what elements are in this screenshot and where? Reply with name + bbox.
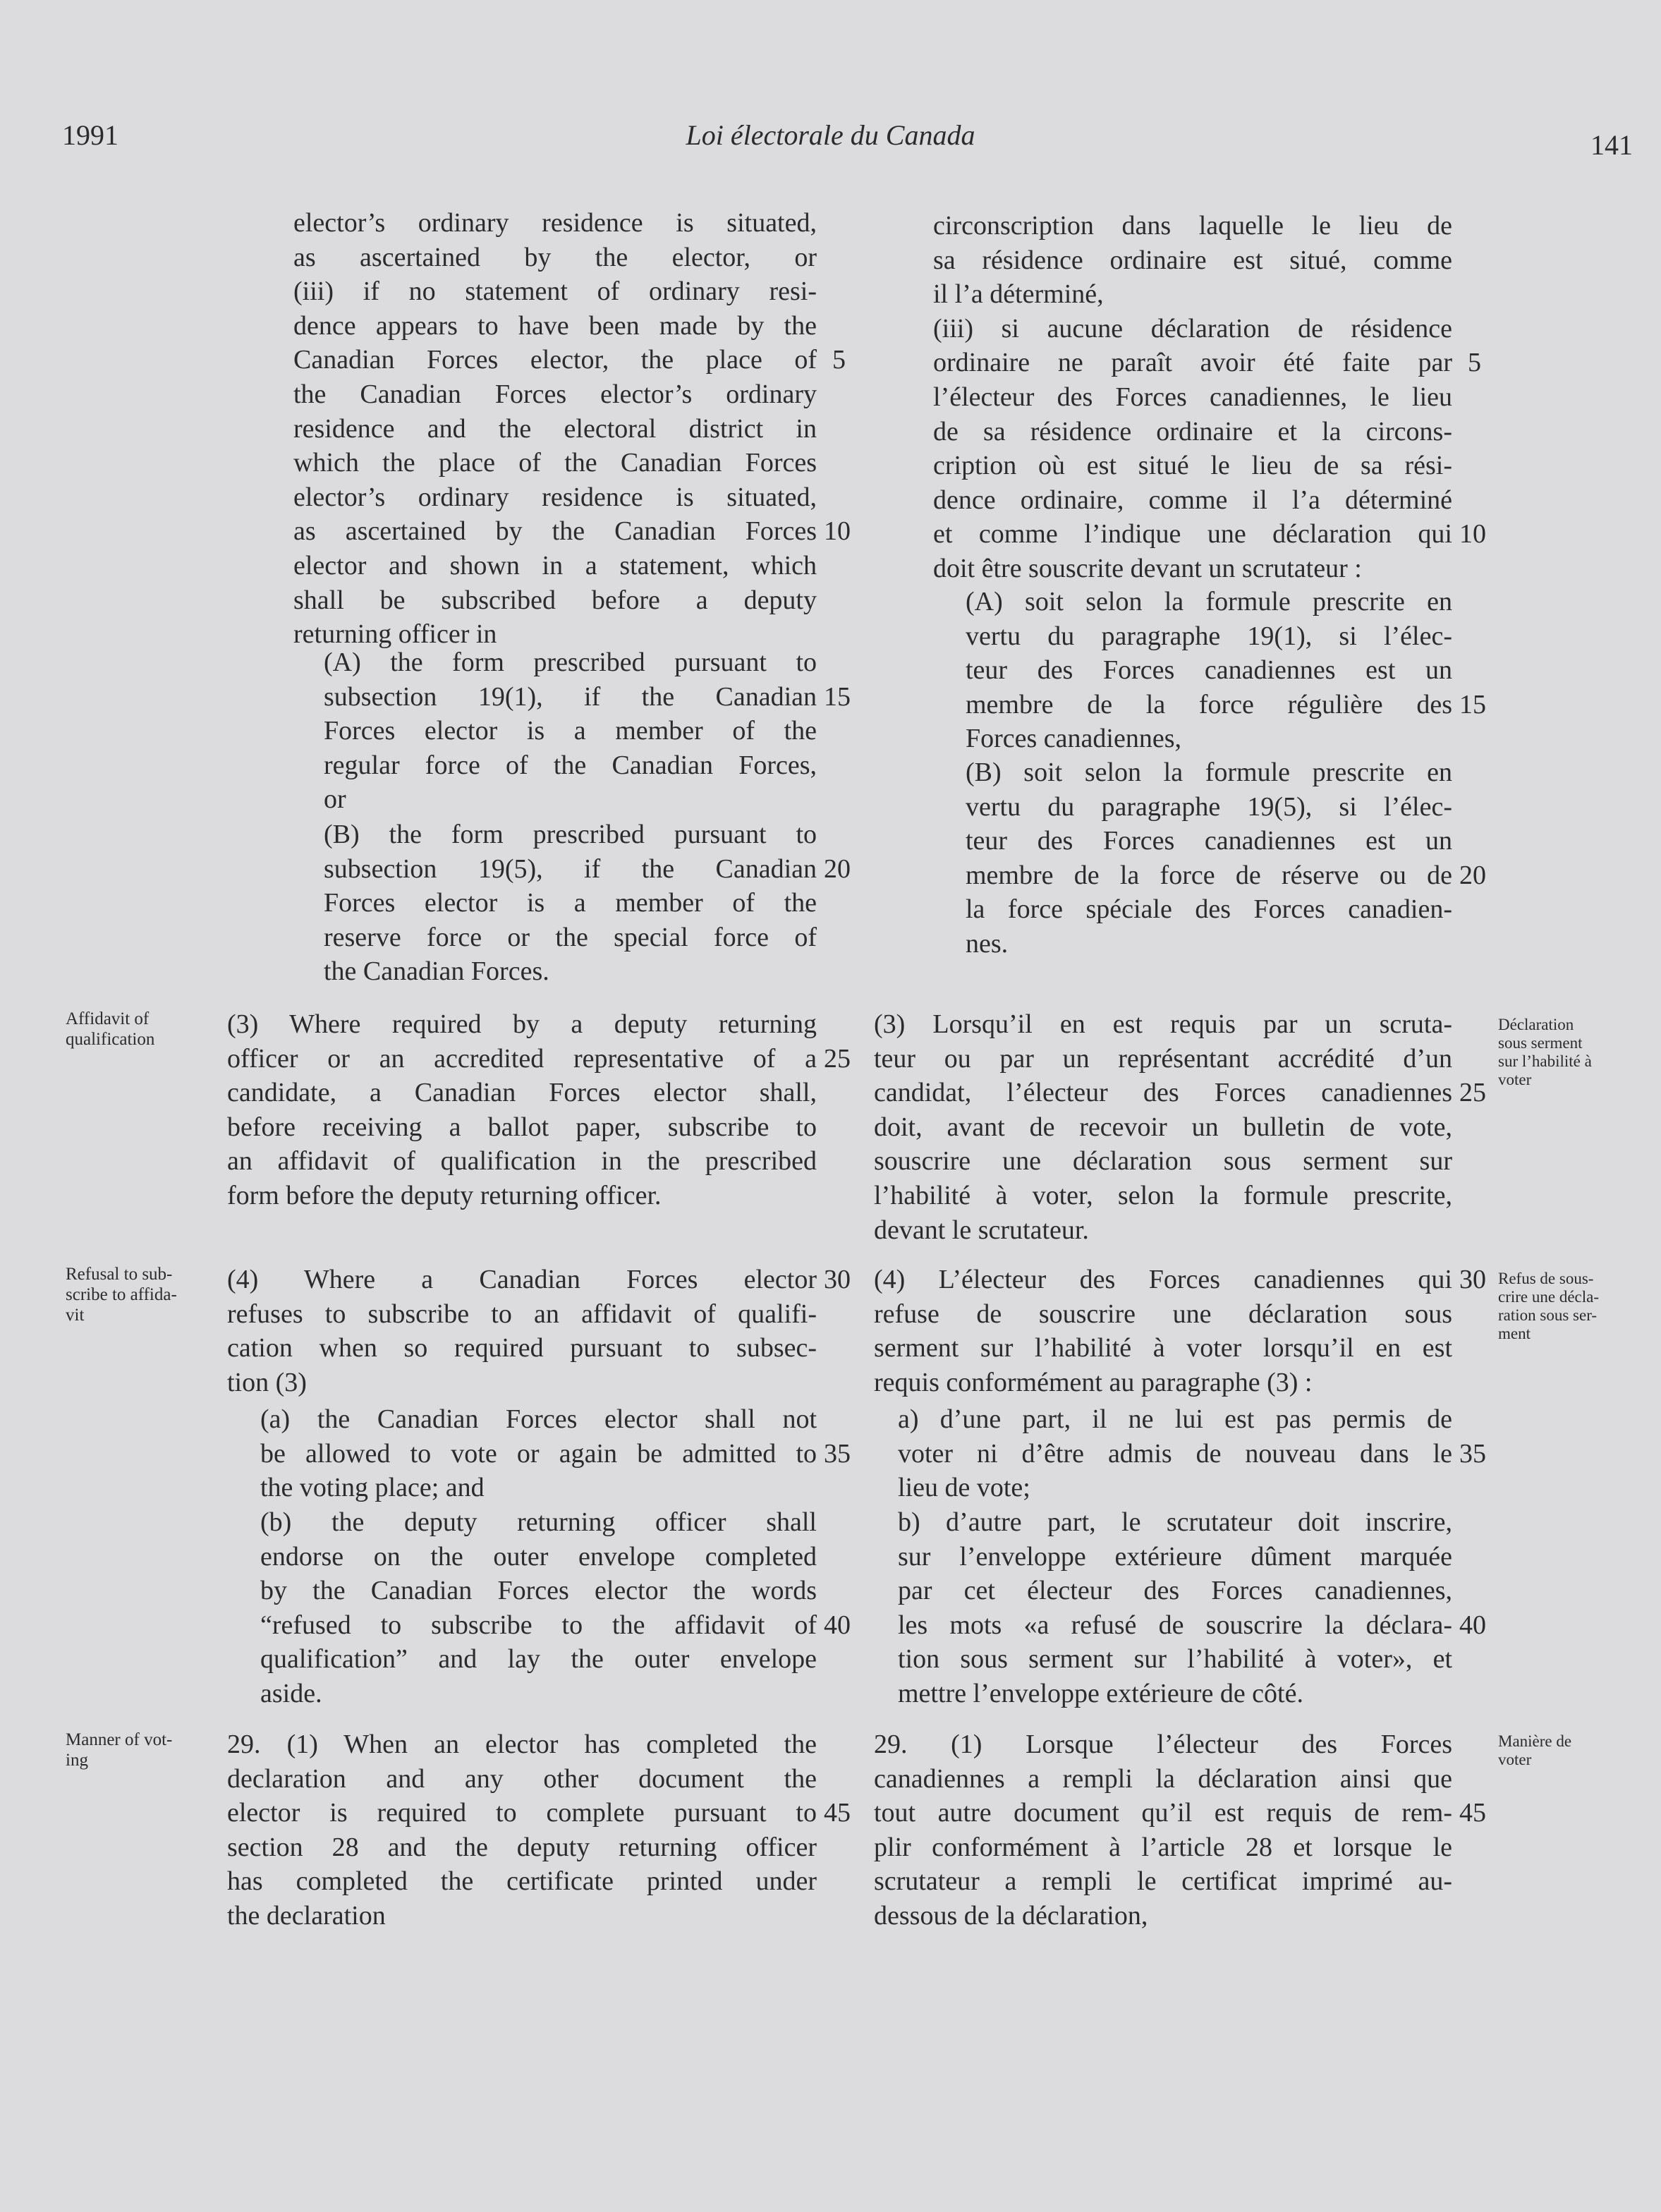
line-number: 10	[1459, 519, 1486, 549]
text-line	[966, 755, 1452, 790]
line-number: 15	[824, 681, 851, 712]
line-number: 45	[1459, 1798, 1486, 1828]
margin-note-line	[66, 1750, 172, 1770]
margin-note-line	[1498, 1052, 1592, 1071]
line-text: de sa résidence ordinaire et la circons-	[933, 416, 1452, 446]
line-number: 30	[824, 1265, 851, 1294]
text-line	[966, 824, 1452, 858]
line-text: (A) soit selon la formule prescrite en	[966, 587, 1452, 616]
line-text: teur des Forces canadiennes est un	[966, 655, 1452, 686]
line-text: the Canadian Forces.	[324, 956, 549, 987]
line-text: aside.	[260, 1678, 322, 1708]
header-page-number: 141	[1590, 129, 1633, 161]
fr-clause-A	[966, 585, 1486, 756]
margin-note-line	[66, 1029, 154, 1050]
text-line	[933, 277, 1452, 312]
text-line	[324, 645, 817, 680]
en-paragraph-b	[260, 1505, 851, 1711]
line-text: subsection 19(1), if the Canadian	[324, 681, 817, 712]
margin-note-line	[1498, 1751, 1571, 1769]
text-line	[933, 312, 1452, 346]
header-year: 1991	[62, 119, 118, 151]
line-text: sous serment	[1498, 1034, 1583, 1052]
text-line	[874, 1830, 1452, 1865]
line-text: (iii) si aucune déclaration de résidence	[933, 313, 1452, 344]
text-line	[227, 1762, 817, 1797]
text-line	[260, 1437, 851, 1471]
line-text: be allowed to vote or again be admitted to	[260, 1438, 817, 1469]
line-text: souscrire une déclaration sous serment sur	[874, 1146, 1452, 1177]
line-text: or	[324, 784, 346, 815]
text-line	[293, 343, 846, 377]
line-text: voter	[1498, 1071, 1532, 1088]
text-line	[933, 346, 1481, 380]
text-line	[874, 1331, 1452, 1366]
line-number: 20	[824, 853, 851, 884]
line-text: Forces canadiennes,	[966, 724, 1181, 754]
text-line	[227, 1110, 817, 1145]
text-line	[966, 722, 1452, 756]
text-line	[227, 1864, 817, 1899]
header-title: Loi électorale du Canada	[686, 119, 975, 151]
line-text: sa résidence ordinaire est situé, comme	[933, 245, 1452, 275]
line-text: (4) Where a Canadian Forces elector	[227, 1265, 817, 1294]
text-line	[260, 1540, 817, 1574]
line-text: canadiennes a rempli la déclaration ainsi que	[874, 1763, 1452, 1794]
text-line	[227, 1830, 817, 1865]
line-text: qualification	[66, 1030, 155, 1049]
line-text: “refused to subscribe to the affidavit of	[260, 1610, 817, 1640]
text-line	[933, 552, 1452, 586]
line-text: the voting place; and	[260, 1473, 485, 1503]
line-text: elector and shown in a statement, which	[293, 550, 817, 581]
margin-note-line	[66, 1730, 172, 1750]
text-line	[966, 619, 1452, 654]
fr-paragraph-a	[898, 1402, 1486, 1505]
fr-section-29	[874, 1727, 1486, 1933]
line-text: endorse on the outer envelope completed	[260, 1541, 817, 1572]
line-text: Forces elector is a member of the	[324, 716, 817, 746]
text-line	[933, 449, 1452, 483]
text-line	[324, 748, 817, 783]
line-text: lieu de vote;	[898, 1473, 1030, 1503]
line-number: 40	[1459, 1610, 1486, 1640]
line-text: Affidavit of	[66, 1009, 150, 1028]
text-line	[966, 858, 1486, 893]
line-text: section 28 and the deputy returning officer	[227, 1832, 817, 1862]
text-line	[874, 1110, 1452, 1145]
text-line	[898, 1540, 1452, 1574]
line-text: (B) the form prescribed pursuant to	[324, 820, 817, 849]
margin-note-line	[1498, 1325, 1599, 1343]
text-line	[898, 1505, 1452, 1540]
text-line	[227, 1144, 817, 1179]
line-text: elector’s ordinary residence is situated,	[293, 482, 817, 512]
line-text: vit	[66, 1306, 85, 1325]
line-text: et comme l’indique une déclaration qui	[933, 519, 1452, 549]
text-line	[293, 274, 817, 309]
line-text: Refus de sous-	[1498, 1270, 1594, 1287]
line-text: a) d’une part, il ne lui est pas permis de	[898, 1404, 1452, 1434]
line-number: 30	[1459, 1265, 1486, 1294]
margin-note-line	[1498, 1270, 1599, 1288]
text-line	[293, 412, 817, 446]
text-line	[874, 1213, 1452, 1248]
fr-clause-B	[966, 755, 1486, 961]
line-text: doit être souscrite devant un scrutateur :	[933, 553, 1362, 583]
line-text: membre de la force de réserve ou de	[966, 860, 1452, 890]
line-text: serment sur l’habilité à voter lorsqu’il en est	[874, 1333, 1452, 1363]
text-line	[293, 206, 817, 241]
fr-paragraph-continuation	[933, 209, 1486, 586]
margin-note-maniere	[1498, 1732, 1571, 1769]
text-line	[324, 886, 817, 920]
text-line	[874, 1796, 1486, 1830]
line-text: plir conformément à l’article 28 et lorsque le	[874, 1832, 1452, 1862]
line-number: 40	[824, 1610, 851, 1640]
line-text: il l’a déterminé,	[933, 279, 1104, 310]
text-line	[227, 1263, 851, 1297]
line-text: candidat, l’électeur des Forces canadiennes	[874, 1078, 1452, 1108]
text-line	[227, 1179, 817, 1213]
line-text: the Canadian Forces elector’s ordinary	[293, 379, 817, 409]
text-line	[260, 1402, 817, 1437]
line-text: returning officer in	[293, 619, 497, 650]
en-subsection-4	[227, 1263, 851, 1399]
line-text: sur l’habilité à	[1498, 1052, 1592, 1070]
line-text: tion (3)	[227, 1367, 307, 1397]
margin-note-line	[66, 1264, 177, 1284]
text-line	[227, 1076, 817, 1110]
line-text: has completed the certificate printed under	[227, 1866, 817, 1897]
margin-note-line	[1498, 1016, 1592, 1034]
en-subsection-3	[227, 1007, 851, 1213]
line-text: declaration and any other document the	[227, 1763, 817, 1794]
line-text: qualification” and lay the outer envelope	[260, 1644, 817, 1675]
line-text: scrutateur a rempli le certificat imprimé au-	[874, 1866, 1452, 1897]
line-text: shall be subscribed before a deputy	[293, 585, 817, 615]
text-line	[324, 818, 817, 852]
line-text: ment	[1498, 1325, 1531, 1342]
text-line	[227, 1297, 817, 1332]
text-line	[324, 920, 817, 955]
text-line	[898, 1608, 1486, 1643]
line-text: residence and the electoral district in	[293, 413, 817, 444]
text-line	[227, 1796, 851, 1830]
line-number: 45	[824, 1798, 851, 1828]
text-line	[966, 585, 1452, 619]
line-text: (iii) if no statement of ordinary resi-	[293, 276, 817, 307]
margin-note-line	[1498, 1288, 1599, 1306]
line-text: doit, avant de recevoir un bulletin de vote,	[874, 1112, 1452, 1142]
text-line	[260, 1642, 817, 1677]
text-line	[966, 927, 1452, 961]
text-line	[227, 1899, 817, 1933]
line-text: dence ordinaire, comme il l’a déterminé	[933, 485, 1452, 515]
fr-subsection-4	[874, 1263, 1486, 1399]
line-text: les mots «a refusé de souscrire la déclara-	[898, 1610, 1452, 1640]
line-text: dessous de la déclaration,	[874, 1900, 1148, 1931]
text-line	[966, 688, 1486, 722]
margin-note-refus	[1498, 1270, 1599, 1343]
line-text: teur ou par un représentant accrédité d’un	[874, 1043, 1452, 1074]
line-number: 20	[1459, 860, 1486, 890]
line-text: dence appears to have been made by the	[293, 310, 817, 341]
line-text: (b) the deputy returning officer shall	[260, 1507, 817, 1537]
text-line	[324, 680, 851, 715]
line-number: 10	[824, 516, 851, 547]
text-line	[293, 241, 817, 275]
line-text: (A) the form prescribed pursuant to	[324, 648, 817, 677]
line-text: by the Canadian Forces elector the words	[260, 1576, 817, 1606]
text-line	[227, 1331, 817, 1366]
text-line	[260, 1608, 851, 1643]
text-line	[874, 1179, 1452, 1213]
text-line	[898, 1471, 1452, 1505]
line-text: Manière de	[1498, 1732, 1572, 1750]
margin-note-line	[66, 1284, 177, 1305]
line-text: which the place of the Canadian Forces	[293, 448, 817, 478]
text-line	[966, 653, 1452, 688]
en-paragraph-continuation	[293, 206, 851, 652]
line-text: tion sous serment sur l’habilité à voter», et	[898, 1644, 1452, 1675]
margin-note-refusal	[66, 1264, 177, 1325]
text-line	[227, 1727, 817, 1762]
line-text: la force spéciale des Forces canadien-	[966, 894, 1452, 925]
margin-note-manner	[66, 1730, 172, 1770]
margin-note-declaration	[1498, 1016, 1592, 1089]
text-line	[324, 714, 817, 748]
margin-note-line	[1498, 1732, 1571, 1751]
text-line	[933, 380, 1452, 415]
line-text: circonscription dans laquelle le lieu de	[933, 211, 1452, 241]
line-text: the declaration	[227, 1900, 386, 1931]
text-line	[293, 514, 851, 549]
text-line	[874, 1007, 1452, 1042]
en-section-29	[227, 1727, 851, 1933]
en-paragraph-a	[260, 1402, 851, 1505]
text-line	[260, 1471, 817, 1505]
text-line	[874, 1263, 1486, 1297]
line-number: 35	[1459, 1438, 1486, 1469]
margin-note-affidavit	[66, 1009, 154, 1050]
line-number: 35	[824, 1438, 851, 1469]
text-line	[933, 243, 1452, 278]
text-line	[324, 852, 851, 887]
line-text: l’électeur des Forces canadiennes, le lieu	[933, 382, 1452, 412]
text-line	[898, 1642, 1452, 1677]
line-text: candidate, a Canadian Forces elector shall,	[227, 1078, 817, 1108]
margin-note-line	[66, 1305, 177, 1325]
text-line	[260, 1574, 817, 1608]
line-text: as ascertained by the elector, or	[293, 242, 817, 272]
text-line	[293, 377, 817, 412]
text-line	[874, 1366, 1452, 1400]
text-line	[874, 1297, 1452, 1332]
text-line	[933, 415, 1452, 449]
text-line	[966, 892, 1452, 927]
line-text: elector is required to complete pursuant to	[227, 1798, 817, 1828]
line-text: Canadian Forces elector, the place of	[293, 345, 817, 375]
line-text: form before the deputy returning officer.	[227, 1180, 662, 1210]
line-text: Forces elector is a member of the	[324, 888, 817, 918]
text-line	[293, 309, 817, 344]
line-text: subsection 19(5), if the Canadian	[324, 853, 817, 884]
text-line	[227, 1007, 817, 1042]
line-text: vertu du paragraphe 19(1), si l’élec-	[966, 621, 1452, 651]
line-text: nes.	[966, 928, 1009, 959]
line-text: Manner of vot-	[66, 1730, 173, 1749]
text-line	[293, 583, 817, 618]
margin-note-line	[66, 1009, 154, 1029]
line-text: an affidavit of qualification in the prescribed	[227, 1146, 817, 1177]
text-line	[260, 1505, 817, 1540]
margin-note-line	[1498, 1306, 1599, 1325]
line-text: membre de la force régulière des	[966, 689, 1452, 719]
text-line	[324, 954, 817, 989]
line-text: voter	[1498, 1751, 1532, 1768]
text-line	[874, 1144, 1452, 1179]
line-number: 5	[832, 345, 846, 375]
line-text: as ascertained by the Canadian Forces	[293, 516, 817, 547]
line-text: refuse de souscrire une déclaration sous	[874, 1299, 1452, 1329]
line-text: (3) Where required by a deputy returning	[227, 1009, 817, 1039]
line-text: (4) L’électeur des Forces canadiennes qui	[874, 1265, 1452, 1294]
line-text: cription où est situé le lieu de sa rési-	[933, 451, 1452, 481]
line-text: reserve force or the special force of	[324, 922, 817, 952]
text-line	[898, 1402, 1452, 1437]
line-text: cation when so required pursuant to subsec-	[227, 1333, 817, 1363]
margin-note-line	[1498, 1034, 1592, 1052]
line-text: 29. (1) When an elector has completed the	[227, 1730, 817, 1759]
line-text: Déclaration	[1498, 1016, 1574, 1033]
text-line	[874, 1042, 1452, 1076]
line-text: par cet électeur des Forces canadiennes,	[898, 1576, 1452, 1606]
line-number: 5	[1468, 348, 1481, 378]
text-line	[933, 483, 1452, 518]
text-line	[874, 1076, 1486, 1110]
line-text: sur l’enveloppe extérieure dûment marquée	[898, 1541, 1452, 1572]
text-line	[898, 1574, 1452, 1608]
line-text: scribe to affida-	[66, 1285, 177, 1304]
text-line	[874, 1864, 1452, 1899]
line-text: officer or an accredited representative of a	[227, 1043, 817, 1074]
en-clause-A	[324, 645, 851, 817]
line-number: 25	[1459, 1078, 1486, 1108]
line-text: (a) the Canadian Forces elector shall not	[260, 1404, 817, 1434]
margin-note-line	[1498, 1071, 1592, 1089]
text-line	[933, 517, 1486, 552]
fr-subsection-3	[874, 1007, 1486, 1247]
text-line	[933, 209, 1452, 243]
text-line	[966, 790, 1452, 825]
line-text: Refusal to sub-	[66, 1265, 173, 1284]
fr-paragraph-b	[898, 1505, 1486, 1711]
line-text: (3) Lorsqu’il en est requis par un scruta-	[874, 1009, 1452, 1039]
line-text: mettre l’enveloppe extérieure de côté.	[898, 1678, 1303, 1708]
line-text: crire une décla-	[1498, 1288, 1600, 1306]
line-text: refuses to subscribe to an affidavit of qualifi-	[227, 1299, 817, 1329]
line-text: ing	[66, 1751, 88, 1770]
line-text: (B) soit selon la formule prescrite en	[966, 758, 1452, 787]
text-line	[898, 1437, 1486, 1471]
line-number: 15	[1459, 689, 1486, 719]
text-line	[227, 1042, 851, 1076]
text-line	[324, 782, 817, 817]
en-clause-B	[324, 818, 851, 989]
text-line	[293, 446, 817, 480]
line-text: vertu du paragraphe 19(5), si l’élec-	[966, 791, 1452, 822]
line-number: 25	[824, 1043, 851, 1074]
line-text: ration sous ser-	[1498, 1306, 1598, 1324]
line-text: voter ni d’être admis de nouveau dans le	[898, 1438, 1452, 1469]
line-text: ordinaire ne paraît avoir été faite par	[933, 348, 1452, 378]
text-line	[293, 480, 817, 515]
line-text: elector’s ordinary residence is situated,	[293, 208, 817, 238]
line-text: l’habilité à voter, selon la formule prescrite,	[874, 1180, 1452, 1210]
text-line	[898, 1677, 1452, 1711]
line-text: before receiving a ballot paper, subscribe to	[227, 1112, 817, 1142]
line-text: 29. (1) Lorsque l’électeur des Forces	[874, 1730, 1452, 1759]
text-line	[874, 1727, 1452, 1762]
text-line	[874, 1762, 1452, 1797]
line-text: b) d’autre part, le scrutateur doit inscrire,	[898, 1507, 1452, 1537]
text-line	[293, 549, 817, 583]
line-text: tout autre document qu’il est requis de rem-	[874, 1798, 1452, 1828]
line-text: devant le scrutateur.	[874, 1215, 1089, 1245]
line-text: regular force of the Canadian Forces,	[324, 750, 817, 780]
line-text: requis conformément au paragraphe (3) :	[874, 1367, 1313, 1397]
text-line	[260, 1677, 817, 1711]
line-text: teur des Forces canadiennes est un	[966, 826, 1452, 856]
text-line	[227, 1366, 817, 1400]
text-line	[874, 1899, 1452, 1933]
